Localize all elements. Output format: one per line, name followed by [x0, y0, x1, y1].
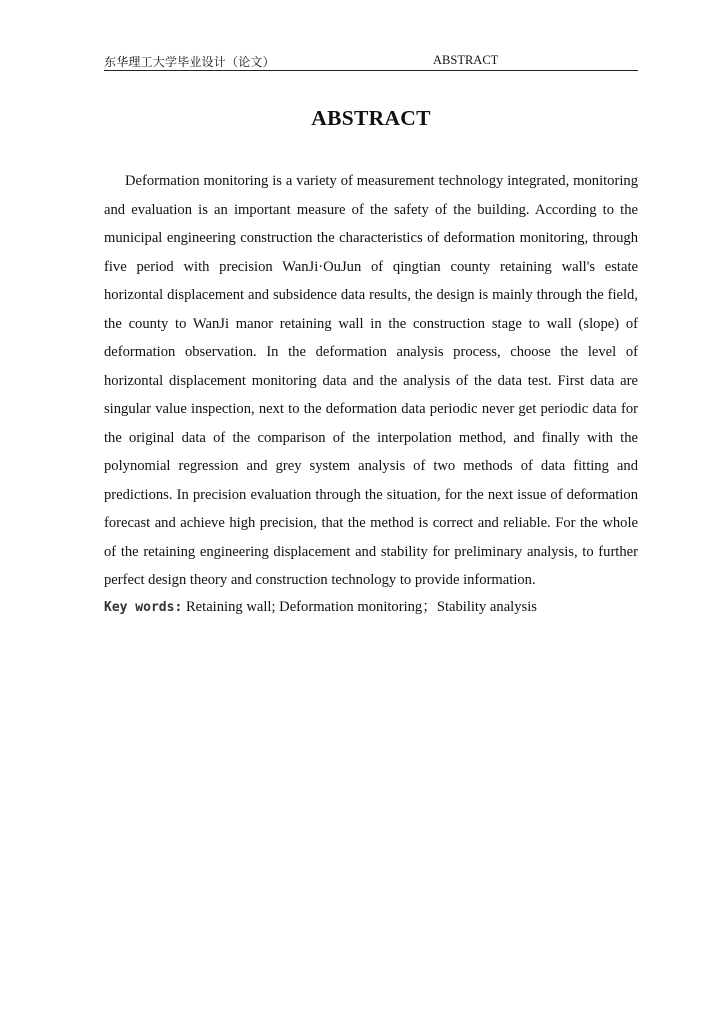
- abstract-paragraph: Deformation monitoring is a variety of measurement technology integrated, monitoring and evaluation is an important measure of the safety of the building. According to the municipal engineering construction the characteristics of deformation monitoring, through five period with precision WanJi·OuJun of qingtian county retaining wall's estate horizontal displacement and subsidence data results, the design is mainly through the field, the county to WanJi manor retaining wall in the construction stage to wall (slope) of deformation observation. In the deformation analysis process, choose the level of horizontal displacement monitoring data and the analysis of the data test. First data are singular value inspection, next to the deformation data periodic never get periodic data for the original data of the comparison of the interpolation method, and finally with the polynomial regression and grey system analysis of two methods of data fitting and predictions. In precision evaluation through the situation, for the next issue of deformation forecast and achieve high precision, that the method is correct and reliable. For the whole of the retaining engineering displacement and stability for preliminary analysis, to further perfect design theory and construction technology to provide information.: [104, 173, 638, 588]
- header-university-thesis: 东华理工大学毕业设计（论文）: [104, 55, 275, 69]
- page-title: ABSTRACT: [311, 106, 431, 130]
- keywords-line: [104, 593, 638, 622]
- keywords-label: Key words:: [104, 600, 183, 615]
- running-header: [104, 52, 638, 71]
- header-section-title: ABSTRACT: [433, 53, 499, 67]
- keywords-list: Retaining wall; Deformation monitoring；Stability analysis: [185, 599, 537, 615]
